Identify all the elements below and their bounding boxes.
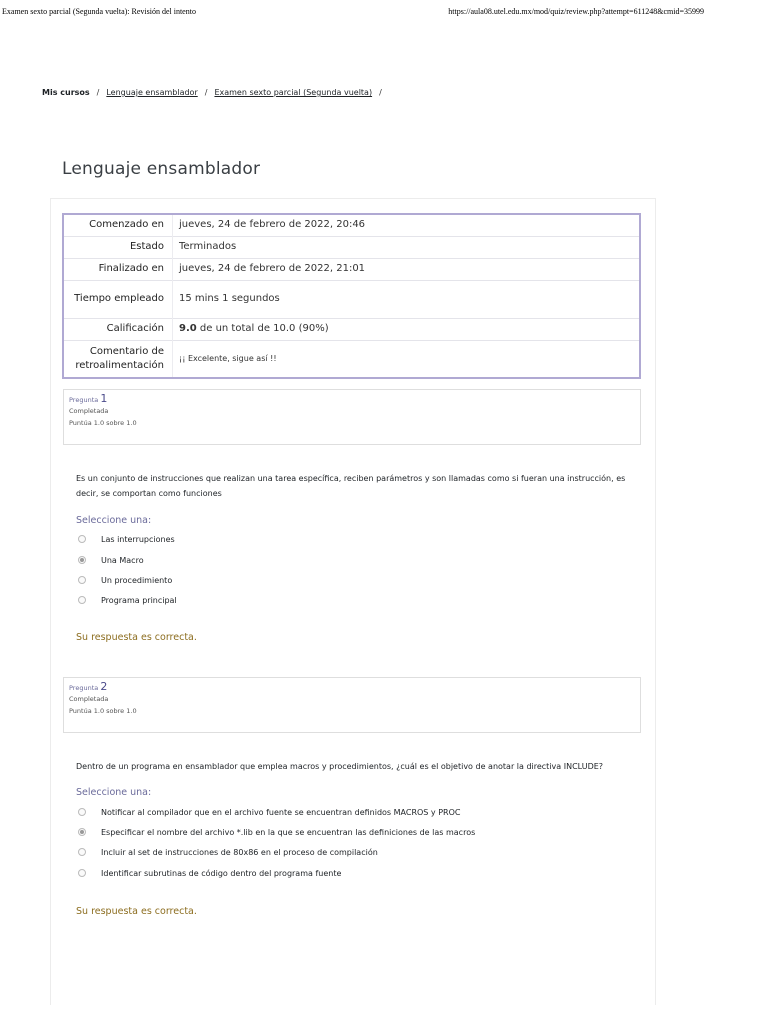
radio-button[interactable] bbox=[78, 596, 86, 604]
summary-label: Calificación bbox=[63, 318, 173, 340]
radio-button[interactable] bbox=[78, 848, 86, 856]
answer-option[interactable] bbox=[78, 805, 460, 819]
summary-value: Terminados bbox=[173, 236, 641, 258]
question-grade: Puntúa 1.0 sobre 1.0 bbox=[69, 419, 137, 427]
breadcrumb-course[interactable]: Lenguaje ensamblador bbox=[106, 88, 198, 97]
answer-option[interactable] bbox=[78, 866, 341, 880]
summary-label: Comentario de retroalimentación bbox=[63, 340, 173, 378]
summary-label: Comenzado en bbox=[63, 214, 173, 236]
answer-option[interactable] bbox=[78, 845, 378, 859]
question-text-1: Es un conjunto de instrucciones que realizan una tarea específica, reciben parámetros y son llamadas como si fueran una instrucción, es decir, se comportan como funciones bbox=[76, 474, 626, 498]
radio-button-checked[interactable] bbox=[78, 828, 86, 836]
summary-label: Tiempo empleado bbox=[63, 280, 173, 318]
answer-label: Identificar subrutinas de código dentro del programa fuente bbox=[101, 868, 342, 878]
answer-option[interactable] bbox=[78, 532, 175, 546]
breadcrumb-separator: / bbox=[96, 88, 100, 97]
question-text-2: Dentro de un programa en ensamblador que emplea macros y procedimientos, ¿cuál es el objetivo de anotar la directiva INCLUDE? bbox=[76, 762, 604, 771]
question-prompt: Seleccione una: bbox=[76, 787, 152, 798]
breadcrumb-mis-cursos[interactable]: Mis cursos bbox=[42, 88, 90, 97]
print-header-url: https://aula08.utel.edu.mx/mod/quiz/review.php?attempt=611248&cmid=35999 bbox=[448, 7, 704, 16]
summary-row-time bbox=[63, 280, 640, 318]
summary-value: ¡¡ Excelente, sigue así !! bbox=[173, 340, 641, 378]
answer-option-selected[interactable] bbox=[78, 553, 144, 567]
summary-row-started bbox=[63, 214, 640, 236]
breadcrumb bbox=[42, 88, 389, 97]
summary-value bbox=[173, 318, 641, 340]
summary-row-grade bbox=[63, 318, 640, 340]
answer-label: Incluir al set de instrucciones de 80x86 en el proceso de compilación bbox=[101, 847, 378, 857]
summary-value: jueves, 24 de febrero de 2022, 20:46 bbox=[179, 219, 366, 231]
answer-label: Un procedimiento bbox=[101, 575, 173, 585]
answer-feedback: Su respuesta es correcta. bbox=[76, 906, 197, 917]
summary-row-state bbox=[63, 236, 640, 258]
answer-label: Notificar al compilador que en el archivo fuente se encuentran definidos MACROS y PROC bbox=[101, 807, 461, 817]
radio-button[interactable] bbox=[78, 869, 86, 877]
answer-label: Programa principal bbox=[101, 595, 177, 605]
question-label: Pregunta bbox=[69, 396, 99, 404]
breadcrumb-quiz[interactable]: Examen sexto parcial (Segunda vuelta) bbox=[214, 88, 373, 97]
grade-value: 9.0 bbox=[179, 323, 197, 334]
question-number: 2 bbox=[100, 680, 108, 693]
answer-option[interactable] bbox=[78, 593, 177, 607]
answer-label: Especificar el nombre del archivo *.lib en la que se encuentran las definiciones de las macros bbox=[101, 827, 476, 837]
summary-value: 15 mins 1 segundos bbox=[173, 280, 641, 318]
summary-row-feedback bbox=[63, 340, 640, 378]
grade-total: de un total de 10.0 (90%) bbox=[196, 323, 329, 334]
summary-row-finished bbox=[63, 258, 640, 280]
question-number: 1 bbox=[100, 392, 108, 405]
answer-feedback: Su respuesta es correcta. bbox=[76, 632, 197, 643]
radio-button[interactable] bbox=[78, 808, 86, 816]
summary-label: Finalizado en bbox=[63, 258, 173, 280]
radio-button[interactable] bbox=[78, 576, 86, 584]
question-state: Completada bbox=[69, 407, 109, 415]
radio-button-checked[interactable] bbox=[78, 556, 86, 564]
question-info-2 bbox=[63, 677, 641, 733]
answer-option-selected[interactable] bbox=[78, 825, 475, 839]
radio-button[interactable] bbox=[78, 535, 86, 543]
answer-label: Las interrupciones bbox=[101, 534, 175, 544]
question-prompt: Seleccione una: bbox=[76, 515, 152, 526]
answer-option[interactable] bbox=[78, 573, 172, 587]
print-header-title: Examen sexto parcial (Segunda vuelta): Revisión del intento bbox=[2, 7, 196, 16]
answer-label: Una Macro bbox=[101, 555, 144, 565]
question-grade: Puntúa 1.0 sobre 1.0 bbox=[69, 707, 137, 715]
attempt-summary-table bbox=[62, 213, 641, 379]
breadcrumb-separator: / bbox=[379, 88, 382, 97]
question-label: Pregunta bbox=[69, 684, 99, 692]
summary-value: jueves, 24 de febrero de 2022, 21:01 bbox=[173, 258, 641, 280]
page-title: Lenguaje ensamblador bbox=[62, 159, 261, 180]
question-info-1 bbox=[63, 389, 641, 445]
question-state: Completada bbox=[69, 695, 109, 703]
summary-label: Estado bbox=[63, 236, 173, 258]
breadcrumb-separator: / bbox=[204, 88, 208, 97]
print-header bbox=[0, 7, 768, 21]
